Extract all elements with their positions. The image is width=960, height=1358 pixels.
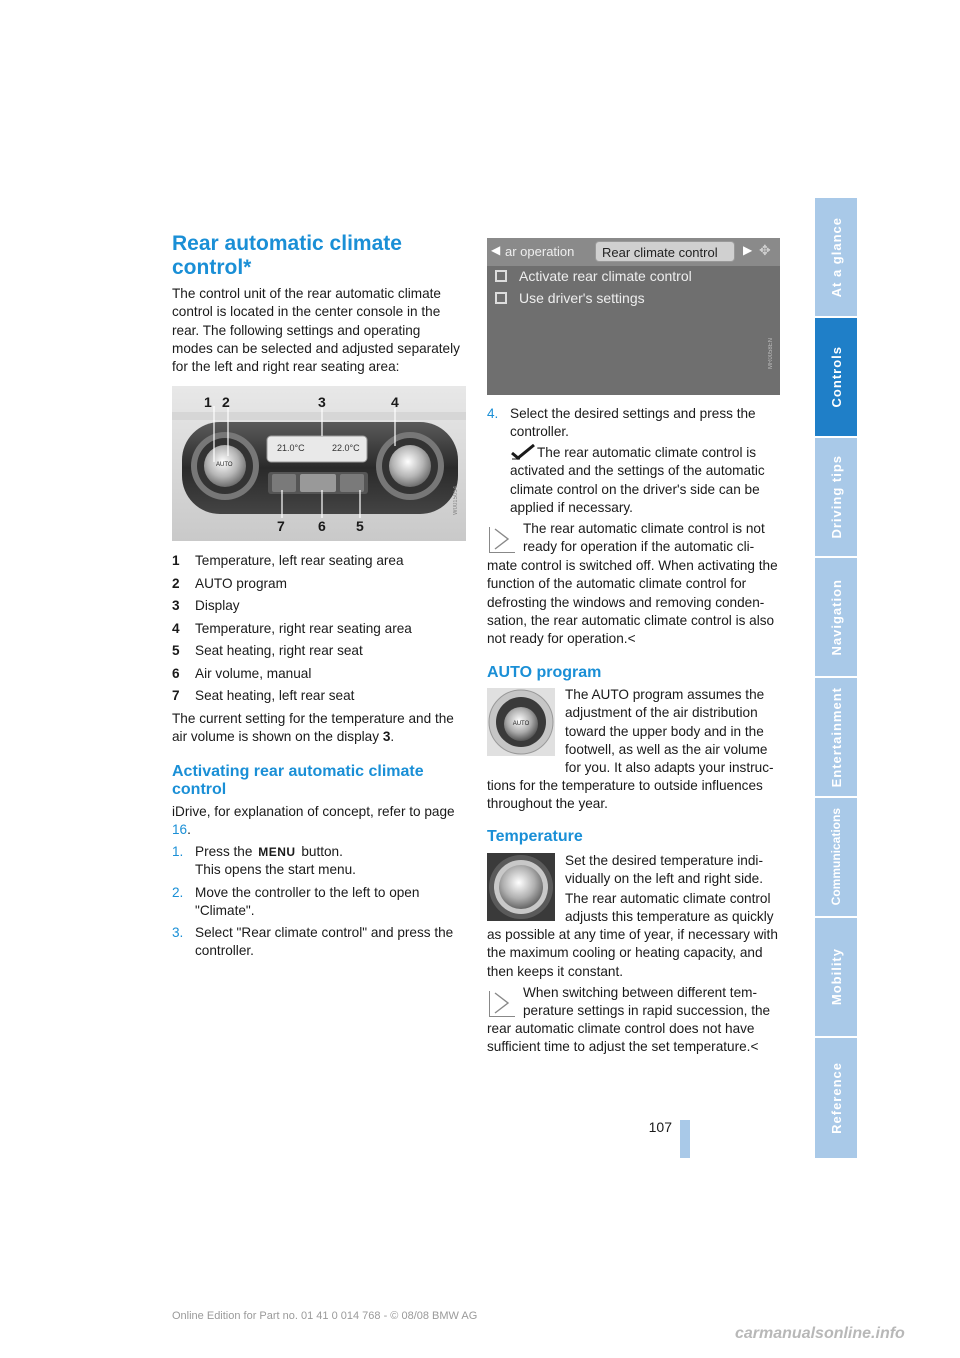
temp-line: vidually on the left and right side. xyxy=(565,871,763,887)
note2-line: perature settings in rapid succession, the xyxy=(523,1003,771,1019)
auto-line: for you. It also adapts your instruc- xyxy=(565,760,774,776)
site-watermark: carmanualsonline.info xyxy=(735,1325,905,1342)
callout-3: 3 xyxy=(318,394,326,410)
section-heading-temperature: Temperature xyxy=(487,828,583,845)
heading-line-1: Activating rear automatic climate xyxy=(172,763,424,780)
sidebar-tab-reference[interactable] xyxy=(815,1038,857,1160)
auto-knob-image xyxy=(487,688,555,756)
temp-line: adjusts this temperature as quickly xyxy=(565,909,774,925)
page-title xyxy=(172,232,462,280)
option2-checkbox[interactable] xyxy=(495,292,507,304)
auto-knob-label: AUTO xyxy=(216,462,233,468)
section-heading-activating xyxy=(172,763,464,799)
legend-num: 5 xyxy=(172,643,180,658)
step-num: 3. xyxy=(172,925,184,941)
step-num: 1. xyxy=(172,844,184,859)
list-item xyxy=(172,685,464,708)
temp-indent-2 xyxy=(565,890,785,927)
tab-label: Mobility xyxy=(828,948,844,1006)
step-3 xyxy=(172,924,464,961)
page-number-bar xyxy=(680,1120,690,1158)
tab-label: At a glance xyxy=(828,216,844,298)
page-number: 107 xyxy=(648,1119,672,1135)
screen-watermark: MR0058EN xyxy=(768,338,774,370)
display-right-temp: 22.0°C xyxy=(332,443,360,453)
section-heading-auto: AUTO program xyxy=(487,664,602,681)
step-1 xyxy=(172,843,464,880)
auto-line: footwell, as well as the air volume xyxy=(565,741,768,757)
sidebar-tab-driving-tips[interactable] xyxy=(815,438,857,558)
tab-label: Entertainment xyxy=(828,686,844,788)
display-paragraph xyxy=(172,710,464,747)
option1-checkbox[interactable] xyxy=(495,270,507,282)
note2-indent xyxy=(523,984,783,1021)
legend-text: Temperature, right rear seating area xyxy=(195,620,412,636)
legend-text: Seat heating, left rear seat xyxy=(195,688,355,703)
auto-line: toward the upper body and in the xyxy=(565,723,764,739)
step-text: Select the desired settings and press the controller. xyxy=(510,406,756,440)
legend-text: Seat heating, right rear seat xyxy=(195,643,363,658)
auto-line: adjustment of the air distribution xyxy=(565,705,758,721)
menu-button-icon: MENU xyxy=(258,845,296,859)
list-item xyxy=(172,618,464,641)
note1-rest-text: mate control is switched off. When activating the function of the automatic climate control for defrosting the windows and removing conden-sation, the rear automatic climate control is also not ready for operation. xyxy=(487,558,778,647)
tab-label: Controls xyxy=(828,346,844,408)
steps-list xyxy=(172,843,464,965)
sidebar-tab-navigation[interactable] xyxy=(815,558,857,678)
step-num: 2. xyxy=(172,884,184,900)
legend-text: Display xyxy=(195,598,240,613)
callout-4: 4 xyxy=(391,394,399,410)
idrive-end: . xyxy=(187,822,191,838)
display-text: The current setting for the temperature and the air volume is shown on the display xyxy=(172,711,454,745)
callout-1: 1 xyxy=(204,394,212,410)
callout-2: 2 xyxy=(222,394,230,410)
tab-label: Navigation xyxy=(828,578,844,656)
idrive-screen xyxy=(487,238,780,395)
step-text-line2: This opens the start menu. xyxy=(195,862,356,878)
sidebar-tab-mobility[interactable] xyxy=(815,918,857,1038)
heading-line-2: control xyxy=(172,781,227,798)
check-text: The rear automatic climate control is activated and the settings of the automatic climate control on the driver's side can be applied if necessary. xyxy=(510,445,765,515)
step-text: Move the controller to the left to open "Climate". xyxy=(195,884,420,918)
note-icon xyxy=(489,527,515,553)
steps-list-continued xyxy=(487,405,780,446)
list-item xyxy=(172,573,464,596)
title-line-2: control* xyxy=(172,256,252,279)
svg-text:AUTO: AUTO xyxy=(512,721,530,727)
sidebar-tab-entertainment[interactable] xyxy=(815,678,857,798)
screen-tab-left[interactable]: ar operation xyxy=(505,244,575,259)
page-link[interactable]: 16 xyxy=(172,822,188,838)
screen-tab-active[interactable] xyxy=(595,241,735,262)
display-ref: 3 xyxy=(382,729,391,745)
display-left-temp: 21.0°C xyxy=(277,443,305,453)
note-end-mark: < xyxy=(750,1039,759,1055)
note2-rest-text: rear automatic climate control does not have sufficient time to adjust the set temperature. xyxy=(487,1021,755,1055)
auto-indent xyxy=(565,686,785,777)
legend-text: Temperature, left rear seating area xyxy=(195,553,404,568)
auto-rest: tions for the temperature to outside influences throughout the year. xyxy=(487,778,763,812)
step-num: 4. xyxy=(487,406,499,421)
idrive-text: iDrive, for explanation of concept, refer to page xyxy=(172,804,455,819)
step-4 xyxy=(487,405,780,442)
step-2 xyxy=(172,884,464,921)
temp-line: Set the desired temperature indi- xyxy=(565,853,763,868)
legend-text: Air volume, manual xyxy=(195,665,312,681)
callout-6: 6 xyxy=(318,518,326,534)
figure-watermark: W0015054 xyxy=(453,486,459,516)
tab-label: Driving tips xyxy=(828,455,844,539)
tab-label: Communications xyxy=(829,808,843,906)
screen-option-2[interactable]: Use driver's settings xyxy=(519,290,645,306)
note1-indent xyxy=(523,520,783,557)
list-item xyxy=(172,595,464,618)
legend-text: AUTO program xyxy=(195,575,287,591)
step-text: Select "Rear climate control" and press the controller. xyxy=(195,925,454,959)
display-end: . xyxy=(390,729,395,745)
note1-line: The rear automatic climate control is not xyxy=(523,521,765,536)
note-end-mark: < xyxy=(627,631,636,647)
note1-rest xyxy=(487,557,780,648)
list-item xyxy=(172,550,464,573)
list-item xyxy=(172,640,464,663)
screen-option-1[interactable]: Activate rear climate control xyxy=(519,268,692,284)
sidebar-tab-communications[interactable] xyxy=(815,798,857,918)
sidebar-tab-controls[interactable] xyxy=(815,318,857,438)
callout-5: 5 xyxy=(356,518,364,534)
sidebar-tab-at-a-glance[interactable] xyxy=(815,198,857,318)
temperature-knob-image xyxy=(487,853,555,921)
legend-num: 6 xyxy=(172,665,180,681)
title-line-1: Rear automatic climate xyxy=(172,232,402,255)
legend-num: 1 xyxy=(172,553,180,568)
temp-line: The rear automatic climate control xyxy=(565,891,771,906)
legend-list xyxy=(172,550,464,708)
idrive-paragraph xyxy=(172,803,464,840)
climate-panel-figure xyxy=(172,386,466,541)
checkmark-icon xyxy=(510,444,536,465)
direction-pad-icon: ✥ xyxy=(759,242,771,258)
step-text xyxy=(195,843,356,880)
check-paragraph xyxy=(510,444,778,517)
temp-rest: as possible at any time of year, if necessary with the maximum cooling or heating capacity, and then keeps it constant. xyxy=(487,927,778,979)
note-icon xyxy=(489,991,515,1017)
note1-line: ready for operation if the automatic cli- xyxy=(523,539,755,555)
chevron-left-icon[interactable]: ◀ xyxy=(491,243,501,257)
legend-num: 2 xyxy=(172,575,180,591)
legend-num: 7 xyxy=(172,688,180,703)
footer-edition: Online Edition for Part no. 01 41 0 014 768 - © 08/08 BMW AG xyxy=(172,1310,478,1322)
temp-indent-1 xyxy=(565,852,785,889)
step-text-pre: Press the xyxy=(195,844,257,859)
legend-num: 4 xyxy=(172,620,180,636)
step-text-post: button. xyxy=(297,844,343,859)
legend-num: 3 xyxy=(172,598,180,613)
intro-paragraph: The control unit of the rear automatic climate control is located in the center console in the rear. The following settings and operating modes can be selected and adjusted separately for the left and right rear seating area: xyxy=(172,286,460,375)
chevron-right-icon[interactable]: ▶ xyxy=(743,243,753,257)
screen-tab-active-label: Rear climate control xyxy=(602,245,718,260)
auto-line: The AUTO program assumes the xyxy=(565,687,765,702)
tab-label: Reference xyxy=(828,1062,844,1134)
callout-7: 7 xyxy=(277,518,285,534)
list-item xyxy=(172,663,464,686)
note2-rest xyxy=(487,1020,780,1057)
note2-line: When switching between different tem- xyxy=(523,985,757,1000)
